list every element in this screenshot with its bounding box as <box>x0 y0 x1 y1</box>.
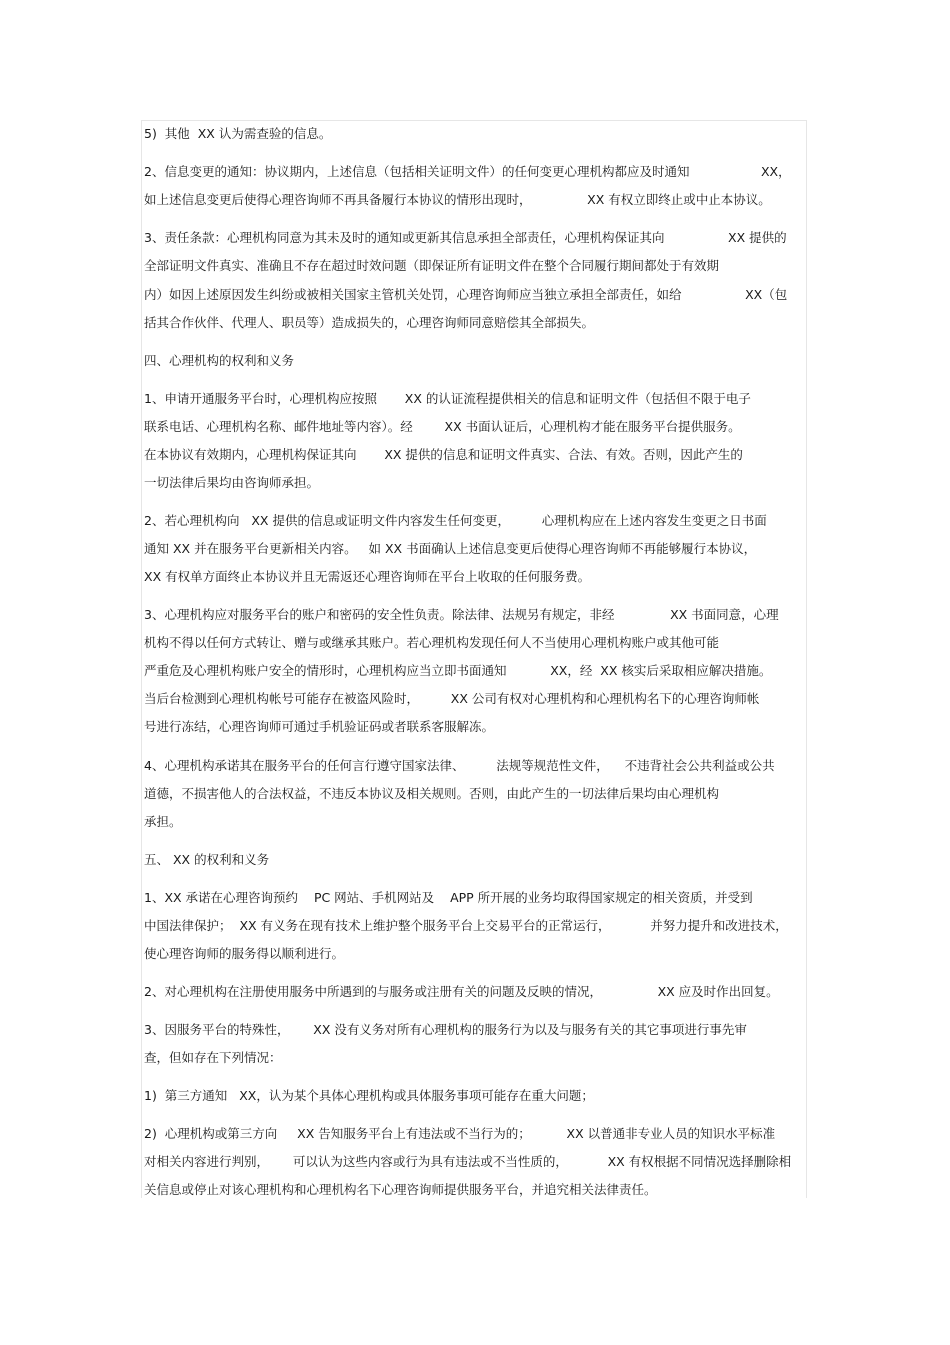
text-line: 对相关内容进行判别， 可以认为这些内容或行为具有违法或不当性质的， XX 有权根据不同情况选择删除相 <box>144 1154 792 1169</box>
text-line: 道德，不损害他人的合法权益，不违反本协议及相关规则。否则，由此产生的一切法律后果均由心理机构 <box>144 786 720 801</box>
text-line: 3、责任条款：心理机构同意为其未及时的通知或更新其信息承担全部责任，心理机构保证其向 XX 提供的 <box>144 230 787 245</box>
text-line: 1、申请开通服务平台时，心理机构应按照 XX 的认证流程提供相关的信息和证明文件（包括但不限于电子 <box>144 391 751 406</box>
text-line: 1、XX 承诺在心理咨询预约 PC 网站、手机网站及 APP 所开展的业务均取得国家规定的相关资质，并受到 <box>144 890 753 905</box>
page-border-right <box>806 120 807 1198</box>
text-line: 查，但如存在下列情况： <box>144 1050 282 1065</box>
text-line: 号进行冻结，心理咨询师可通过手机验证码或者联系客服解冻。 <box>144 719 495 734</box>
text-line: 严重危及心理机构账户安全的情形时，心理机构应当立即书面通知 XX，经 XX 核实后采取相应解决措施。 <box>144 663 772 678</box>
text-line: 联系电话、心理机构名称、邮件地址等内容）。经 XX 书面认证后，心理机构才能在服务平台提供服务。 <box>144 419 741 434</box>
text-line: 使心理咨询师的服务得以顺利进行。 <box>144 946 345 961</box>
text-line: 通知 XX 并在服务平台更新相关内容。 如 XX 书面确认上述信息变更后使得心理咨询师不再能够履行本协议， <box>144 541 757 556</box>
section-heading: 四、心理机构的权利和义务 <box>144 353 295 368</box>
page-border-top <box>141 120 807 121</box>
text-line: 2) 心理机构或第三方向 XX 告知服务平台上有违法或不当行为的； XX 以普通非专业人员的知识水平标准 <box>144 1126 776 1141</box>
text-line: 2、对心理机构在注册使用服务中所遇到的与服务或注册有关的问题及反映的情况， XX 应及时作出回复。 <box>144 984 779 999</box>
text-line: 3、心理机构应对服务平台的账户和密码的安全性负责。除法律、法规另有规定，非经 XX 书面同意，心理 <box>144 607 779 622</box>
text-line: 5) 其他 XX 认为需查验的信息。 <box>144 126 332 141</box>
text-line: 2、信息变更的通知：协议期内，上述信息（包括相关证明文件）的任何变更心理机构都应及时通知 XX， <box>144 164 791 179</box>
text-line: 当后台检测到心理机构帐号可能存在被盗风险时， XX 公司有权对心理机构和心理机构名下的心理咨询师帐 <box>144 691 760 706</box>
text-line: 1) 第三方通知 XX，认为某个具体心理机构或具体服务事项可能存在重大问题； <box>144 1088 594 1103</box>
text-line: 关信息或停止对该心理机构和心理机构名下心理咨询师提供服务平台，并追究相关法律责任。 <box>144 1182 657 1197</box>
text-line: 括其合作伙伴、代理人、职员等）造成损失的，心理咨询师同意赔偿其全部损失。 <box>144 315 595 330</box>
text-line: 2、若心理机构向 XX 提供的信息或证明文件内容发生任何变更， 心理机构应在上述内容发生变更之日书面 <box>144 513 767 528</box>
text-line: 一切法律后果均由咨询师承担。 <box>144 475 320 490</box>
text-line: XX 有权单方面终止本协议并且无需返还心理咨询师在平台上收取的任何服务费。 <box>144 569 591 584</box>
text-line: 全部证明文件真实、准确且不存在超过时效问题（即保证所有证明文件在整个合同履行期间都处于有效期 <box>144 258 720 273</box>
text-line: 4、心理机构承诺其在服务平台的任何言行遵守国家法律、 法规等规范性文件， 不违背社会公共利益或公共 <box>144 758 775 773</box>
text-line: 在本协议有效期内，心理机构保证其向 XX 提供的信息和证明文件真实、合法、有效。否则，因此产生的 <box>144 447 743 462</box>
text-line: 承担。 <box>144 814 182 829</box>
text-line: 3、因服务平台的特殊性， XX 没有义务对所有心理机构的服务行为以及与服务有关的其它事项进行事先审 <box>144 1022 747 1037</box>
text-line: 机构不得以任何方式转让、赠与或继承其账户。若心理机构发现任何人不当使用心理机构账户或其他可能 <box>144 635 720 650</box>
section-heading: 五、 XX 的权利和义务 <box>144 852 270 867</box>
text-line: 如上述信息变更后使得心理咨询师不再具备履行本协议的情形出现时， XX 有权立即终止或中止本协议。 <box>144 192 771 207</box>
text-line: 中国法律保护； XX 有义务在现有技术上维护整个服务平台上交易平台的正常运行， 并努力提升和改进技术， <box>144 918 788 933</box>
page-border-left <box>141 120 142 1198</box>
text-line: 内）如因上述原因发生纠纷或被相关国家主管机关处罚，心理咨询师应当独立承担全部责任，如给 XX（包 <box>144 287 788 302</box>
